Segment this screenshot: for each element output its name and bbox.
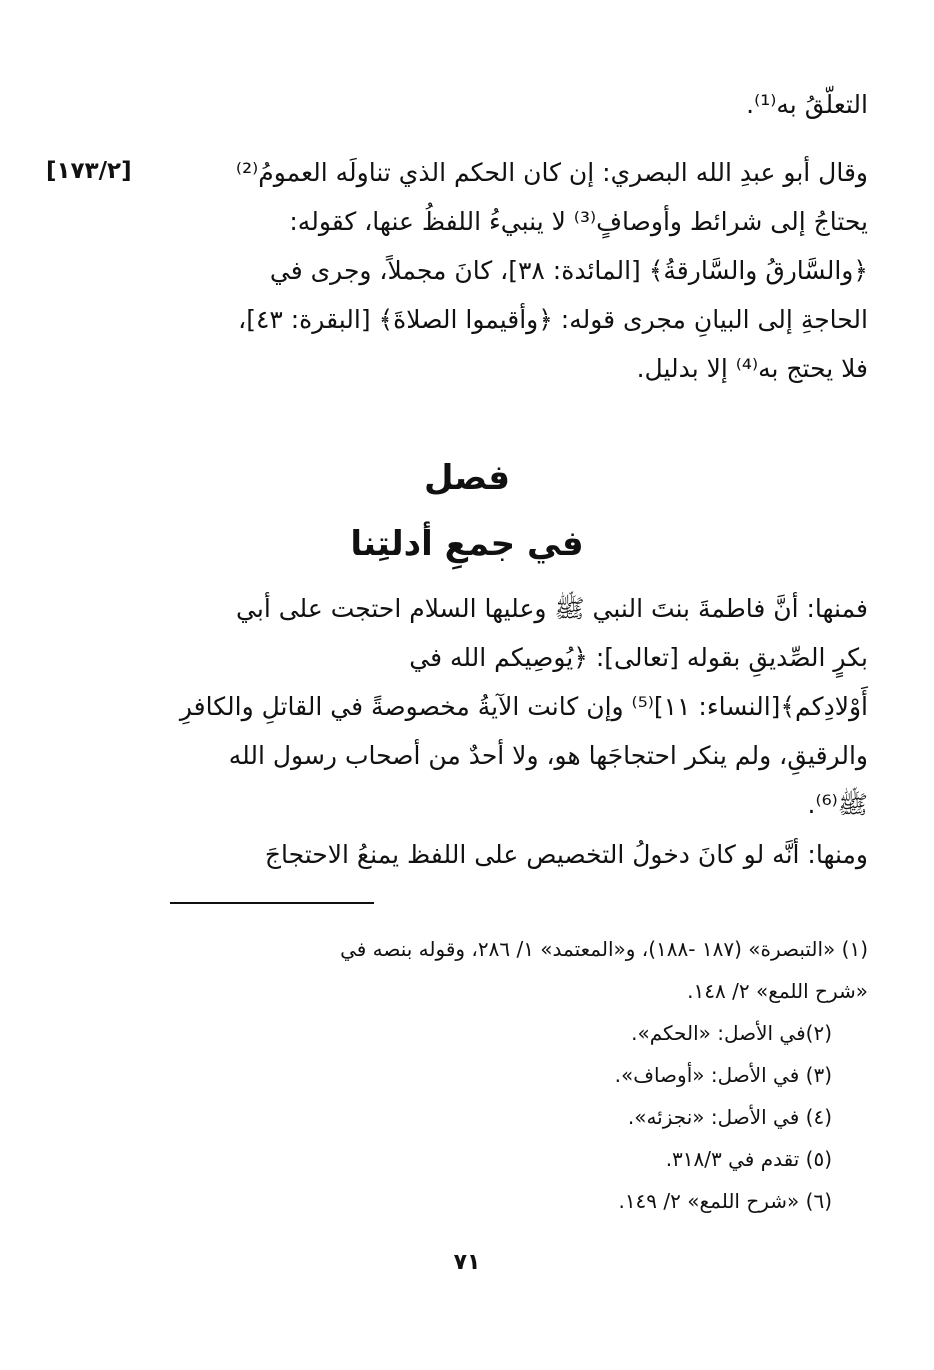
top-line: التعلّقُ به⁽¹⁾.	[746, 90, 868, 119]
para2-line-2: بكرٍ الصِّديقِ بقوله [تعالى]: ﴿يُوصِيكم الله في	[409, 643, 868, 672]
para2-line-1: فمنها: أنَّ فاطمةَ بنتَ النبي ﷺ وعليها السلام احتجت على أبي	[236, 594, 868, 623]
para1-line-1: وقال أبو عبدِ الله البصري: إن كان الحكم الذي تناولَه العمومُ⁽²⁾	[235, 158, 868, 187]
footnote-1-continued: «شرح اللمع» ٢/ ١٤٨.	[687, 979, 868, 1003]
footnote-4: (٤) في الأصل: «نجزئه».	[627, 1105, 832, 1129]
margin-reference: [١٧٣/٢]	[46, 158, 132, 184]
para1-line-2: يحتاجُ إلى شرائط وأوصافٍ⁽³⁾ لا ينبيءُ اللفظُ عنها، كقوله:	[289, 207, 868, 236]
paragraph-second-argument	[168, 830, 868, 879]
para1-line-3: ﴿والسَّارقُ والسَّارقةُ﴾ [المائدة: ٣٨]، كانَ مجملاً، وجرى في	[269, 256, 868, 285]
para2-line-5: ﷺ⁽⁶⁾.	[807, 790, 868, 819]
para1-line-5: فلا يحتج به⁽⁴⁾ إلا بدليل.	[636, 354, 868, 383]
para2-line-4: والرقيقِ، ولم ينكر احتجاجَها هو، ولا أحدٌ من أصحاب رسول الله	[228, 741, 868, 770]
footnote-2: (٢)في الأصل: «الحكم».	[631, 1021, 832, 1045]
paragraph-fatima	[168, 584, 868, 829]
para1-line-4: الحاجةِ إلى البيانِ مجرى قوله: ﴿وأقيموا الصلاةَ﴾ [البقرة: ٤٣]،	[238, 305, 868, 334]
para2-line-3: أَوْلادِكم﴾[النساء: ١١]⁽⁵⁾ وإن كانت الآيةُ مخصوصةً في القاتلِ والكافرِ	[179, 692, 868, 721]
section-heading: فصل	[423, 458, 511, 498]
footnote-6: (٦) «شرح اللمع» ٢/ ١٤٩.	[618, 1189, 832, 1213]
footnote-1: (١) «التبصرة» (١٨٧ -١٨٨)، و«المعتمد» ١/ ٢٨٦، وقوله بنصه في	[340, 937, 868, 961]
paragraph-basri	[168, 148, 868, 393]
continuation-line	[168, 80, 868, 129]
page-number: ٧١	[453, 1250, 481, 1275]
footnote-divider	[170, 902, 374, 904]
section-subheading: في جمعِ أدلتِنا	[350, 524, 584, 564]
para3-line: ومنها: أنَّه لو كانَ دخولُ التخصيص على اللفظ يمنعُ الاحتجاجَ	[264, 840, 868, 869]
footnote-3: (٣) في الأصل: «أوصاف».	[614, 1063, 832, 1087]
footnote-5: (٥) تقدم في ٣١٨/٣.	[665, 1147, 832, 1171]
footnotes	[168, 928, 868, 1222]
